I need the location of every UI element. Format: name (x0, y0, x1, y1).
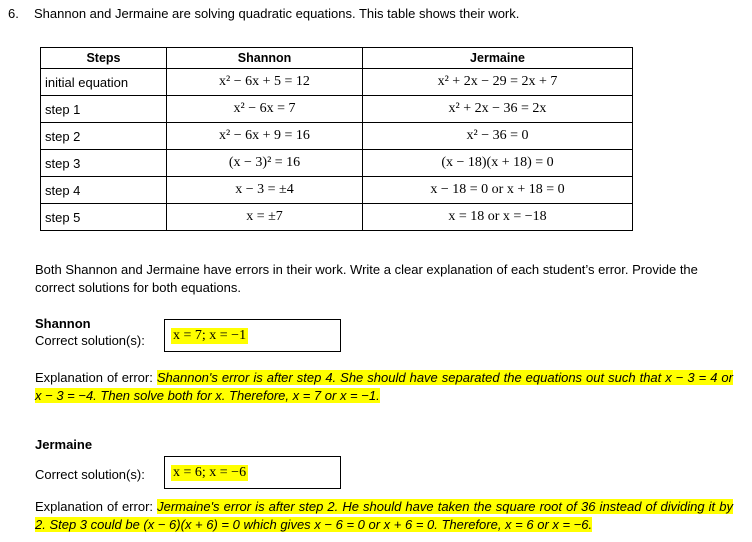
jermaine-cell: (x − 18)(x + 18) = 0 (363, 150, 633, 177)
table-row (41, 177, 633, 204)
header-steps: Steps (41, 48, 167, 69)
question-prompt (8, 6, 519, 21)
jermaine-solution-box[interactable] (164, 456, 341, 489)
shannon-solution-label: Correct solution(s): (35, 333, 145, 348)
jermaine-cell: x − 18 = 0 or x + 18 = 0 (363, 177, 633, 204)
step-label: step 5 (41, 204, 167, 231)
table-row (41, 96, 633, 123)
question-number: 6. (8, 6, 19, 21)
jermaine-heading: Jermaine (35, 437, 93, 452)
jermaine-cell: x² + 2x − 29 = 2x + 7 (363, 69, 633, 96)
shannon-cell: x² − 6x + 5 = 12 (167, 69, 363, 96)
jermaine-solution: x = 6; x = −6 (173, 465, 247, 480)
table-row (41, 204, 633, 231)
table-row (41, 150, 633, 177)
step-label: step 4 (41, 177, 167, 204)
shannon-solution-box[interactable] (164, 319, 341, 352)
work-table (40, 47, 633, 231)
table-row (41, 123, 633, 150)
table-row (41, 69, 633, 96)
step-label: step 2 (41, 123, 167, 150)
instructions: Both Shannon and Jermaine have errors in their work. Write a clear explanation of each student’s error. Provide the correct solutions for both equations. (35, 262, 698, 295)
question-text: Shannon and Jermaine are solving quadratic equations. This table shows their work. (34, 6, 520, 21)
step-label: initial equation (41, 69, 167, 96)
jermaine-explanation-text: Jermaine's error is after step 2. He should have taken the square root of 36 instead of dividing it by 2. Step 3 could be (x − 6)(x + 6) = 0 which gives x − 6 = 0 or x + 6 = 0. Therefore, x = 6 or x = −6. (35, 499, 733, 532)
shannon-heading: Shannon (35, 316, 91, 331)
jermaine-solution-label: Correct solution(s): (35, 467, 145, 482)
jermaine-explanation (35, 498, 733, 534)
shannon-solution: x = 7; x = −1 (173, 328, 247, 343)
jermaine-cell: x = 18 or x = −18 (363, 204, 633, 231)
shannon-explanation-text: Shannon's error is after step 4. She should have separated the equations out such that x − 3 = 4 or x − 3 = −4. Then solve both for x. Therefore, x = 7 or x = −1. (35, 370, 733, 403)
shannon-cell: x² − 6x = 7 (167, 96, 363, 123)
header-jermaine: Jermaine (363, 48, 633, 69)
step-label: step 3 (41, 150, 167, 177)
shannon-cell: x² − 6x + 9 = 16 (167, 123, 363, 150)
shannon-cell: x = ±7 (167, 204, 363, 231)
shannon-cell: x − 3 = ±4 (167, 177, 363, 204)
shannon-explanation-label: Explanation of error: (35, 370, 153, 385)
jermaine-explanation-label: Explanation of error: (35, 499, 154, 514)
shannon-cell: (x − 3)² = 16 (167, 150, 363, 177)
jermaine-cell: x² + 2x − 36 = 2x (363, 96, 633, 123)
shannon-explanation (35, 369, 733, 405)
step-label: step 1 (41, 96, 167, 123)
jermaine-cell: x² − 36 = 0 (363, 123, 633, 150)
header-shannon: Shannon (167, 48, 363, 69)
table-header-row (41, 48, 633, 69)
